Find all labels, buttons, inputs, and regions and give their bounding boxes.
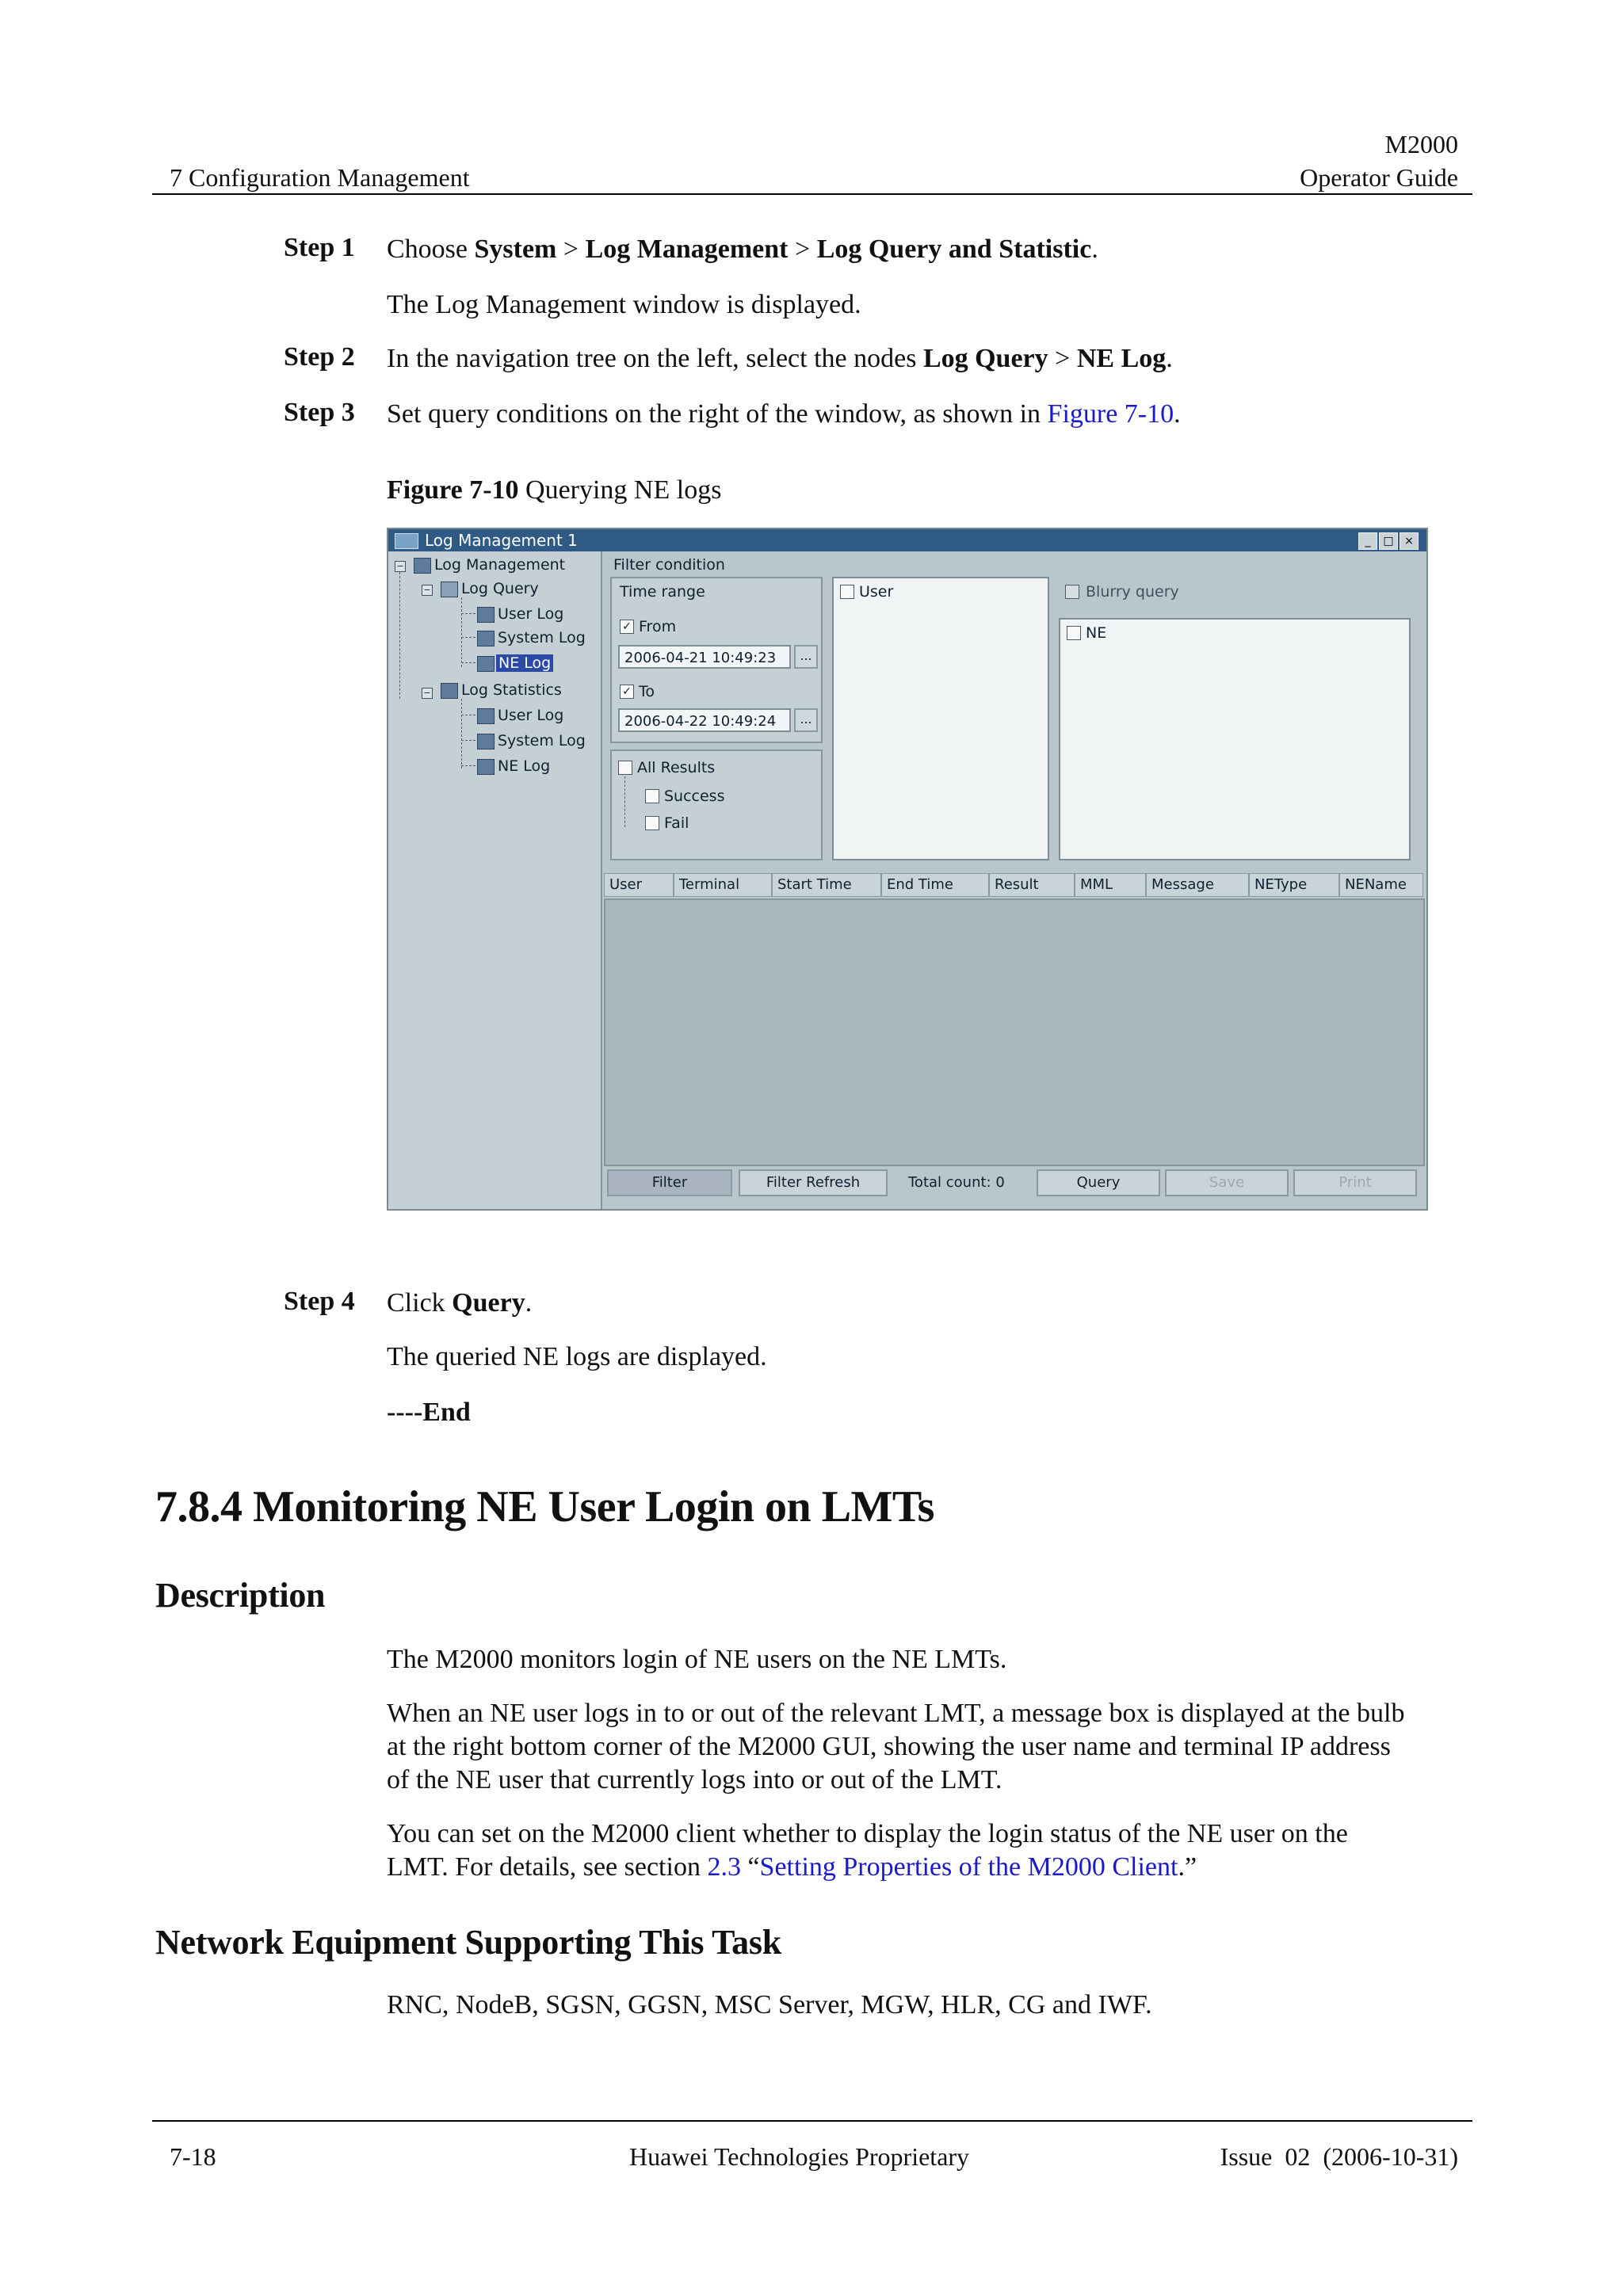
column-user[interactable]: User <box>604 873 674 897</box>
from-picker-button[interactable]: ... <box>794 645 818 669</box>
minimize-icon[interactable]: _ <box>1358 532 1377 550</box>
column-nename[interactable]: NEName <box>1339 873 1423 897</box>
success-checkbox[interactable] <box>645 789 659 803</box>
header-rule <box>152 193 1472 195</box>
header-doc-title: Operator Guide <box>1300 163 1458 192</box>
column-start-time[interactable]: Start Time <box>772 873 881 897</box>
total-count-label: Total count: 0 <box>908 1174 1005 1191</box>
system-log-icon <box>477 631 495 646</box>
user-label: User <box>859 583 894 601</box>
setting-properties-link[interactable]: Setting Properties of the M2000 Client <box>759 1852 1178 1882</box>
step-1-text: Choose System > Log Management > Log Query and Statistic. <box>387 235 1098 264</box>
description-p2-line1: When an NE user logs in to or out of the relevant LMT, a message box is displayed at the bulb <box>387 1699 1405 1728</box>
log-management-window <box>387 528 1428 1211</box>
step-2-label: Step 2 <box>284 342 355 372</box>
to-picker-button[interactable]: ... <box>794 708 818 732</box>
tree-log-management[interactable]: Log Management <box>434 556 566 574</box>
ne-list-panel[interactable] <box>1059 618 1411 860</box>
column-message[interactable]: Message <box>1146 873 1249 897</box>
description-heading: Description <box>155 1576 326 1615</box>
filter-button[interactable]: Filter <box>607 1169 732 1196</box>
description-p3-line1: You can set on the M2000 client whether to display the login status of the NE user on the <box>387 1819 1348 1848</box>
print-button[interactable]: Print <box>1293 1169 1417 1196</box>
column-end-time[interactable]: End Time <box>881 873 989 897</box>
navigation-tree <box>388 551 602 1209</box>
user-list-panel[interactable] <box>832 577 1049 860</box>
step-3-text: Set query conditions on the right of the window, as shown in Figure 7-10. <box>387 399 1181 429</box>
time-range-label: Time range <box>620 583 705 601</box>
ne-log-icon <box>477 759 495 775</box>
collapse-icon[interactable]: − <box>395 561 406 572</box>
results-panel <box>610 749 823 860</box>
window-title: Log Management 1 <box>425 531 578 550</box>
maximize-icon[interactable]: □ <box>1379 532 1398 550</box>
success-label: Success <box>664 788 725 805</box>
step-4-label: Step 4 <box>284 1287 355 1316</box>
blurry-query-label: Blurry query <box>1086 583 1179 601</box>
network-equipment-list: RNC, NodeB, SGSN, GGSN, MSC Server, MGW, HLR, CG and IWF. <box>387 1990 1152 2019</box>
to-label: To <box>639 683 655 700</box>
footer-rule <box>152 2120 1472 2122</box>
header-product: M2000 <box>1384 130 1458 158</box>
step-2-text: In the navigation tree on the left, select the nodes Log Query > NE Log. <box>387 344 1173 373</box>
tree-log-query[interactable]: Log Query <box>461 580 539 597</box>
tree-query-ne-log[interactable]: NE Log <box>496 654 553 672</box>
filter-condition-label: Filter condition <box>613 556 725 574</box>
fail-label: Fail <box>664 814 689 832</box>
user-log-icon <box>477 708 495 724</box>
query-button[interactable]: Query <box>1037 1169 1160 1196</box>
step-4-result: The queried NE logs are displayed. <box>387 1342 767 1371</box>
from-datetime-field[interactable]: 2006-04-21 10:49:23 <box>618 645 791 669</box>
log-management-icon <box>414 558 431 574</box>
tree-query-system-log[interactable]: System Log <box>498 629 586 646</box>
end-marker: ----End <box>387 1398 471 1427</box>
column-result[interactable]: Result <box>989 873 1075 897</box>
collapse-icon[interactable]: − <box>422 585 433 596</box>
log-statistics-icon <box>441 683 458 699</box>
user-checkbox[interactable] <box>840 585 854 599</box>
all-results-checkbox[interactable] <box>618 761 632 775</box>
figure-link[interactable]: Figure 7-10 <box>1047 399 1174 429</box>
results-table-body[interactable] <box>604 898 1425 1166</box>
column-mml[interactable]: MML <box>1075 873 1146 897</box>
time-range-panel <box>610 577 823 743</box>
description-p2-line2: at the right bottom corner of the M2000 GUI, showing the user name and terminal IP address <box>387 1732 1391 1761</box>
step-4-text: Click Query. <box>387 1288 533 1318</box>
tree-stat-user-log[interactable]: User Log <box>498 707 564 724</box>
tree-stat-system-log[interactable]: System Log <box>498 732 586 749</box>
footer-page-number: 7-18 <box>170 2142 216 2171</box>
to-checkbox[interactable]: ✓ <box>620 685 634 699</box>
tree-query-user-log[interactable]: User Log <box>498 605 564 623</box>
section-link[interactable]: 2.3 <box>707 1852 741 1882</box>
from-checkbox[interactable]: ✓ <box>620 620 634 634</box>
from-label: From <box>639 618 677 635</box>
column-netype[interactable]: NEType <box>1249 873 1339 897</box>
section-title: 7.8.4 Monitoring NE User Login on LMTs <box>155 1482 934 1531</box>
column-terminal[interactable]: Terminal <box>674 873 772 897</box>
app-icon <box>395 533 418 549</box>
figure-caption: Figure 7-10 Querying NE logs <box>387 475 722 505</box>
tree-stat-ne-log[interactable]: NE Log <box>498 757 551 775</box>
step-1-label: Step 1 <box>284 233 355 262</box>
step-1-result: The Log Management window is displayed. <box>387 290 861 319</box>
header-chapter: 7 Configuration Management <box>170 163 470 192</box>
blurry-query-checkbox[interactable] <box>1065 585 1079 599</box>
ne-checkbox[interactable] <box>1067 626 1081 640</box>
fail-checkbox[interactable] <box>645 816 659 830</box>
user-log-icon <box>477 607 495 623</box>
save-button[interactable]: Save <box>1165 1169 1289 1196</box>
filter-refresh-button[interactable]: Filter Refresh <box>739 1169 888 1196</box>
footer-issue: Issue 02 (2006-10-31) <box>1220 2142 1458 2171</box>
description-p3-line2: LMT. For details, see section 2.3 “Setting Properties of the M2000 Client.” <box>387 1852 1197 1882</box>
ne-log-icon <box>477 656 495 672</box>
ne-label: NE <box>1086 624 1107 642</box>
log-query-icon <box>441 582 458 597</box>
to-datetime-field[interactable]: 2006-04-22 10:49:24 <box>618 708 791 732</box>
step-3-label: Step 3 <box>284 398 355 427</box>
footer-proprietary: Huawei Technologies Proprietary <box>629 2142 970 2171</box>
system-log-icon <box>477 734 495 749</box>
description-p2-line3: of the NE user that currently logs into or out of the LMT. <box>387 1765 1002 1794</box>
window-titlebar <box>388 529 1426 551</box>
tree-log-statistics[interactable]: Log Statistics <box>461 681 562 699</box>
description-p1: The M2000 monitors login of NE users on the NE LMTs. <box>387 1645 1007 1674</box>
collapse-icon[interactable]: − <box>422 688 433 699</box>
close-icon[interactable]: × <box>1400 532 1419 550</box>
network-equipment-heading: Network Equipment Supporting This Task <box>155 1923 781 1962</box>
all-results-label: All Results <box>637 759 716 776</box>
